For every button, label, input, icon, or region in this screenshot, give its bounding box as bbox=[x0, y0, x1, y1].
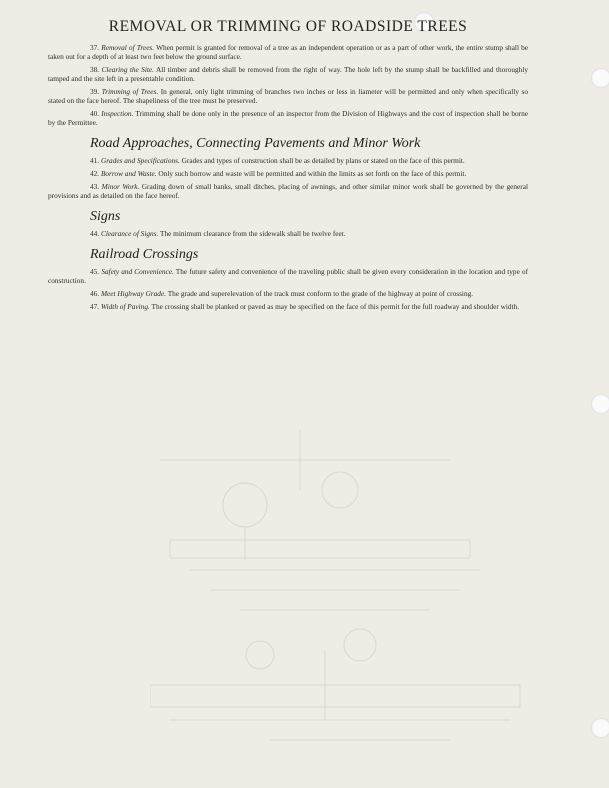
paragraph-title: Width of Paving. bbox=[100, 302, 150, 311]
paragraph bbox=[48, 229, 528, 238]
paragraph-body: Grading down of small banks, small ditches, placing of awnings, and other similar minor work shall be governed by the general provisions and as detailed on the face hereof. bbox=[48, 182, 528, 200]
paragraph-title: Trimming of Trees. bbox=[101, 87, 159, 96]
paragraph-number: 45. bbox=[90, 267, 100, 276]
paragraph-body: Trimming shall be done only in the presence of an inspector from the Division of Highways and the cost of inspection shall be borne by the Permittee. bbox=[48, 109, 528, 127]
paragraph-title: Removal of Trees. bbox=[101, 43, 155, 52]
paragraph-number: 41. bbox=[90, 156, 100, 165]
paragraph-body: In general, only light trimming of branches two inches or less in liameter will be permitted and only when specifically so stated on the face hereof. The shapeliness of the tree must be preserved. bbox=[48, 87, 529, 105]
paragraph-body: Only such borrow and waste will be permitted and within the limits as set forth on the face of this permit. bbox=[158, 169, 467, 178]
paragraph-number: 46. bbox=[90, 289, 100, 298]
paragraph-number: 38. bbox=[90, 65, 100, 74]
paragraph-title: Minor Work. bbox=[101, 182, 140, 191]
paragraph-number: 44. bbox=[90, 229, 100, 238]
document-text bbox=[48, 18, 528, 315]
paragraph-number: 39. bbox=[90, 87, 100, 96]
paragraph-number: 47. bbox=[90, 302, 100, 311]
page-title: REMOVAL OR TRIMMING OF ROADSIDE TREES bbox=[108, 18, 468, 35]
paragraph-title: Borrow and Waste. bbox=[100, 169, 157, 178]
paragraph-body: The future safety and convenience of the traveling public shall be given every consideration in the location and type of construction. bbox=[48, 267, 528, 285]
paragraph-title: Clearance of Signs. bbox=[100, 229, 159, 238]
paragraph-body: Grades and types of construction shall be as detailed by plans or stated on the face of this permit. bbox=[181, 156, 465, 165]
section-heading: Road Approaches, Connecting Pavements and Minor Work bbox=[90, 136, 421, 151]
paragraph-title: Safety and Convenience. bbox=[101, 267, 174, 276]
paragraph bbox=[48, 43, 528, 61]
paragraph-title: Meet Highway Grade. bbox=[100, 289, 167, 298]
paragraph bbox=[48, 289, 528, 298]
paragraph-number: 37. bbox=[90, 43, 100, 52]
section bbox=[48, 247, 528, 311]
paragraph-body: When permit is granted for removal of a tree as an independent operation or as a part of other work, the entire stump shall be taken out for a depth of at least two feet below the ground surface. bbox=[48, 43, 529, 61]
paragraph-body: The crossing shall be planked or paved as may be specified on the face of this permit for the full roadway and shoulder width. bbox=[151, 302, 520, 311]
paragraph bbox=[48, 87, 528, 105]
paragraph-number: 42. bbox=[90, 169, 100, 178]
paragraph-title: Grades and Specifications. bbox=[100, 156, 180, 165]
sections-container bbox=[48, 43, 528, 311]
section bbox=[48, 43, 528, 127]
section-heading: Signs bbox=[90, 209, 121, 224]
paragraph-number: 43. bbox=[90, 182, 100, 191]
paragraph bbox=[48, 169, 528, 178]
paragraph-title: Inspection. bbox=[101, 109, 134, 118]
paragraph-body: All timber and debris shall be removed from the right of way. The hole left by the stump shall be backfilled and thoroughly tamped and the site left in a presentable condition. bbox=[48, 65, 528, 83]
paragraph-title: Clearing the Site. bbox=[101, 65, 154, 74]
reverse-side-drawing bbox=[150, 420, 530, 760]
punch-hole-right-upper bbox=[591, 68, 609, 88]
punch-hole-right-middle bbox=[591, 394, 609, 414]
paragraph-number: 40. bbox=[90, 109, 100, 118]
section bbox=[48, 209, 528, 238]
paragraph bbox=[48, 182, 528, 200]
paragraph bbox=[48, 267, 528, 285]
paragraph bbox=[48, 302, 528, 311]
paragraph-body: The minimum clearance from the sidewalk shall be twelve feet. bbox=[160, 229, 346, 238]
paragraph-body: The grade and superelevation of the track must conform to the grade of the highway at point of crossing. bbox=[167, 289, 474, 298]
paragraph bbox=[48, 109, 528, 127]
paragraph bbox=[48, 65, 528, 83]
paragraph bbox=[48, 156, 528, 165]
punch-hole-right-lower bbox=[591, 718, 609, 738]
section bbox=[48, 136, 528, 200]
section-heading: Railroad Crossings bbox=[90, 247, 199, 262]
